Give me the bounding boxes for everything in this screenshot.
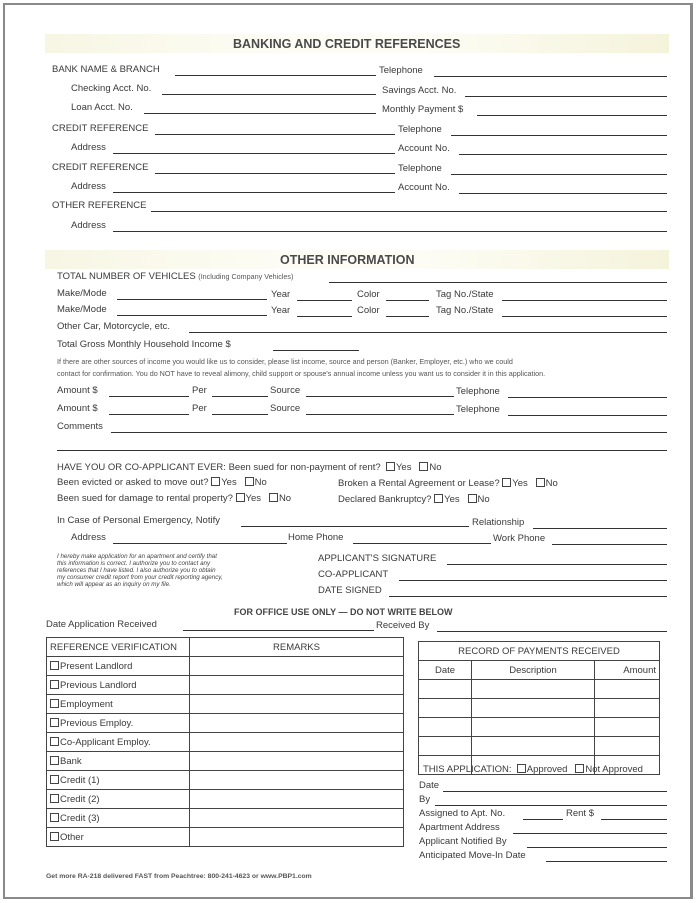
- q-sued-nonpayment-text: HAVE YOU OR CO-APPLICANT EVER: Been sued for non-payment of rent?: [57, 462, 381, 473]
- credit-ref-2-account-label: Account No.: [398, 182, 450, 193]
- ref-item-label: Previous Employ.: [60, 717, 134, 729]
- office-by-line[interactable]: [435, 805, 667, 806]
- vehicles-label: [57, 271, 293, 283]
- other-ref-line[interactable]: [151, 211, 667, 212]
- office-date-label: Date: [419, 780, 440, 791]
- credit-ref-1-address-line[interactable]: [113, 153, 395, 154]
- table-row: [419, 699, 660, 718]
- credit-ref-1-account-line[interactable]: [459, 154, 667, 155]
- footer-text: Get more RA-218 delivered FAST from Peachtree: 800-241-4623 or www.PBP1.com: [46, 873, 312, 880]
- payments-header-row: [419, 661, 660, 680]
- banking-title: BANKING AND CREDIT REFERENCES: [233, 37, 461, 51]
- ref-checkbox[interactable]: [50, 775, 59, 784]
- emergency-address-line[interactable]: [113, 543, 287, 544]
- ref-item[interactable]: [47, 733, 190, 752]
- move-in-line[interactable]: [546, 861, 667, 862]
- relationship-label: Relationship: [472, 517, 525, 528]
- color-1-line[interactable]: [386, 300, 429, 301]
- q-bankruptcy: [338, 494, 490, 506]
- ref-item[interactable]: [47, 828, 190, 847]
- bank-telephone-line[interactable]: [434, 76, 667, 77]
- rent-label: Rent $: [566, 808, 594, 819]
- year-2-label: Year: [271, 305, 291, 316]
- certification-line-4: my consumer credit report from your credit reporting agency,: [57, 574, 223, 581]
- make-2-label: Make/Mode: [57, 304, 107, 315]
- ref-item[interactable]: [47, 809, 190, 828]
- ref-checkbox[interactable]: [50, 718, 59, 727]
- ref-item-label: Present Landlord: [60, 660, 133, 672]
- remarks-cell[interactable]: [190, 828, 404, 847]
- remarks-cell[interactable]: [190, 752, 404, 771]
- telephone-1-line[interactable]: [508, 397, 667, 398]
- tag-1-line[interactable]: [502, 300, 667, 301]
- ref-checkbox[interactable]: [50, 737, 59, 746]
- credit-ref-1-label: CREDIT REFERENCE: [52, 123, 149, 134]
- q-broken-lease-text: Broken a Rental Agreement or Lease?: [338, 478, 500, 489]
- other-ref-address-line[interactable]: [113, 231, 667, 232]
- pay-cell[interactable]: [595, 699, 660, 718]
- tag-2-line[interactable]: [502, 316, 667, 317]
- applicant-signature-label: APPLICANT'S SIGNATURE: [318, 553, 437, 564]
- assigned-apt-line[interactable]: [523, 819, 563, 820]
- home-phone-label: Home Phone: [288, 532, 344, 543]
- credit-ref-2-address-line[interactable]: [113, 192, 395, 193]
- q-sued-damage: [57, 493, 291, 505]
- ref-checkbox[interactable]: [50, 794, 59, 803]
- credit-ref-2-label: CREDIT REFERENCE: [52, 162, 149, 173]
- other-ref-address-label: Address: [71, 220, 106, 231]
- emergency-address-label: Address: [71, 532, 106, 543]
- ref-item-label: Credit (1): [60, 774, 100, 786]
- table-row: [47, 752, 404, 771]
- work-phone-label: Work Phone: [493, 533, 546, 544]
- emergency-line[interactable]: [241, 526, 469, 527]
- ref-item[interactable]: [47, 657, 190, 676]
- credit-ref-2-address-label: Address: [71, 181, 106, 192]
- loan-label: Loan Acct. No.: [71, 102, 133, 113]
- table-row: [47, 828, 404, 847]
- q4-yes-checkbox[interactable]: [236, 493, 245, 502]
- table-row: [47, 733, 404, 752]
- monthly-payment-line[interactable]: [477, 115, 667, 116]
- yes-label: Yes: [395, 462, 412, 473]
- not-approved-label: Not Approved: [585, 764, 643, 775]
- applicant-signature-line[interactable]: [447, 564, 667, 565]
- ref-checkbox[interactable]: [50, 699, 59, 708]
- bank-name-label: BANK NAME & BRANCH: [52, 64, 160, 75]
- monthly-payment-label: Monthly Payment $: [382, 104, 464, 115]
- q2-yes-checkbox[interactable]: [211, 477, 220, 486]
- other-info-title: OTHER INFORMATION: [280, 253, 415, 267]
- credit-ref-2-telephone-line[interactable]: [451, 174, 667, 175]
- office-use-title: FOR OFFICE USE ONLY — DO NOT WRITE BELOW: [234, 607, 453, 617]
- amount-1-label: Amount $: [57, 385, 98, 396]
- received-by-label: Received By: [376, 620, 430, 631]
- relationship-line[interactable]: [533, 528, 667, 529]
- credit-ref-2-account-line[interactable]: [459, 193, 667, 194]
- remarks-cell[interactable]: [190, 809, 404, 828]
- loan-line[interactable]: [144, 113, 376, 114]
- telephone-1-label: Telephone: [456, 386, 500, 397]
- ref-item[interactable]: [47, 676, 190, 695]
- year-1-label: Year: [271, 289, 291, 300]
- date-received-label: Date Application Received: [46, 619, 157, 630]
- q-sued-nonpayment: [57, 462, 442, 474]
- vehicles-label-text: TOTAL NUMBER OF VEHICLES: [57, 271, 196, 282]
- other-car-line[interactable]: [189, 332, 667, 333]
- per-2-line[interactable]: [212, 414, 268, 415]
- q1-yes-checkbox[interactable]: [386, 462, 395, 471]
- pay-cell[interactable]: [472, 718, 595, 737]
- move-in-label: Anticipated Move-In Date: [419, 850, 526, 861]
- remarks-cell[interactable]: [190, 790, 404, 809]
- tag-2-label: Tag No./State: [436, 305, 494, 316]
- checking-label: Checking Acct. No.: [71, 83, 152, 94]
- ref-item[interactable]: [47, 714, 190, 733]
- date-received-line[interactable]: [183, 630, 374, 631]
- no-label: No: [429, 462, 442, 473]
- q5-no-checkbox[interactable]: [468, 494, 477, 503]
- table-row: [419, 737, 660, 756]
- q-evicted-text: Been evicted or asked to move out?: [57, 477, 209, 488]
- sources-note-2: contact for confirmation. You do NOT have to reveal alimony, child support or spouse's annual income unless you want us to consider it in this application.: [57, 369, 546, 378]
- savings-line[interactable]: [465, 96, 667, 97]
- bank-name-line[interactable]: [175, 75, 376, 76]
- assigned-apt-label: Assigned to Apt. No.: [419, 808, 506, 819]
- comments-line-1[interactable]: [111, 432, 667, 433]
- pay-col-description: Description: [472, 661, 595, 680]
- q4-no-checkbox[interactable]: [269, 493, 278, 502]
- make-1-label: Make/Mode: [57, 288, 107, 299]
- sources-note-1: If there are other sources of income you would like us to consider, please list income, source and person (Banker, Employer, etc.) who we could: [57, 357, 513, 366]
- ref-item-label: Credit (2): [60, 793, 100, 805]
- certification-line-3: references that I have listed. I also authorize you to obtain: [57, 567, 216, 574]
- table-row: [47, 771, 404, 790]
- vehicles-line[interactable]: [329, 282, 667, 283]
- color-2-label: Color: [357, 305, 380, 316]
- vehicles-note: (Including Company Vehicles): [198, 272, 294, 281]
- apt-address-label: Apartment Address: [419, 822, 500, 833]
- ref-checkbox[interactable]: [50, 661, 59, 670]
- remarks-cell[interactable]: [190, 771, 404, 790]
- telephone-2-line[interactable]: [508, 415, 667, 416]
- yes-label: Yes: [221, 477, 237, 488]
- other-car-label: Other Car, Motorcycle, etc.: [57, 321, 170, 332]
- year-2-line[interactable]: [297, 316, 352, 317]
- reference-verification-table: [46, 637, 404, 847]
- source-2-line[interactable]: [306, 414, 454, 415]
- work-phone-line[interactable]: [552, 544, 667, 545]
- rent-line[interactable]: [601, 819, 667, 820]
- tag-1-label: Tag No./State: [436, 289, 494, 300]
- credit-ref-1-address-label: Address: [71, 142, 106, 153]
- table-header-row: [47, 638, 404, 657]
- certification-line-1: I hereby make application for an apartment and certify that: [57, 553, 217, 560]
- ref-item[interactable]: [47, 752, 190, 771]
- pay-cell[interactable]: [419, 680, 472, 699]
- co-applicant-line[interactable]: [399, 580, 667, 581]
- home-phone-line[interactable]: [353, 543, 491, 544]
- remarks-cell[interactable]: [190, 714, 404, 733]
- certification-line-2: this information is correct. I authorize you to contact any: [57, 560, 211, 567]
- make-1-line[interactable]: [117, 299, 267, 300]
- this-application: [423, 764, 643, 776]
- bank-telephone-label: Telephone: [379, 65, 423, 76]
- pay-cell[interactable]: [419, 737, 472, 756]
- ref-item-label: Other: [60, 831, 84, 843]
- ref-item-label: Co-Applicant Employ.: [60, 736, 151, 748]
- remarks-cell[interactable]: [190, 676, 404, 695]
- income-line[interactable]: [273, 350, 359, 351]
- telephone-2-label: Telephone: [456, 404, 500, 415]
- pay-cell[interactable]: [595, 718, 660, 737]
- pay-cell[interactable]: [472, 737, 595, 756]
- yes-label: Yes: [512, 478, 528, 489]
- q2-no-checkbox[interactable]: [245, 477, 254, 486]
- remarks-cell[interactable]: [190, 657, 404, 676]
- pay-cell[interactable]: [595, 680, 660, 699]
- certification-line-5: which will appear as an inquiry on my file.: [57, 581, 171, 588]
- pay-col-date: Date: [419, 661, 472, 680]
- pay-col-amount: Amount: [595, 661, 660, 680]
- credit-ref-1-account-label: Account No.: [398, 143, 450, 154]
- ref-checkbox[interactable]: [50, 680, 59, 689]
- ref-header: REFERENCE VERIFICATION: [47, 638, 190, 657]
- notified-line[interactable]: [527, 847, 667, 848]
- table-row: [419, 680, 660, 699]
- table-row: [47, 714, 404, 733]
- table-row: [47, 809, 404, 828]
- ref-item-label: Credit (3): [60, 812, 100, 824]
- payments-table: [418, 641, 660, 775]
- ref-item[interactable]: [47, 771, 190, 790]
- per-1-line[interactable]: [212, 396, 268, 397]
- credit-ref-2-line[interactable]: [155, 173, 395, 174]
- q-sued-damage-text: Been sued for damage to rental property?: [57, 493, 233, 504]
- q-broken-lease: [338, 478, 558, 490]
- no-label: No: [545, 478, 558, 489]
- q-evicted: [57, 477, 267, 489]
- ref-item-label: Bank: [60, 755, 82, 767]
- checking-line[interactable]: [162, 94, 376, 95]
- ref-item[interactable]: [47, 790, 190, 809]
- pay-cell[interactable]: [472, 699, 595, 718]
- no-label: No: [477, 494, 490, 505]
- approved-checkbox[interactable]: [517, 764, 526, 773]
- no-label: No: [278, 493, 292, 504]
- other-ref-label: OTHER REFERENCE: [52, 200, 147, 211]
- source-1-label: Source: [270, 385, 301, 396]
- credit-ref-1-telephone-label: Telephone: [398, 124, 442, 135]
- yes-label: Yes: [245, 493, 262, 504]
- q-bankruptcy-text: Declared Bankruptcy?: [338, 494, 432, 505]
- table-row: [47, 695, 404, 714]
- ref-checkbox[interactable]: [50, 832, 59, 841]
- approved-label: Approved: [526, 764, 568, 775]
- amount-1-line[interactable]: [109, 396, 189, 397]
- ref-item[interactable]: [47, 695, 190, 714]
- q5-yes-checkbox[interactable]: [434, 494, 443, 503]
- credit-ref-1-line[interactable]: [155, 134, 395, 135]
- year-1-line[interactable]: [297, 300, 352, 301]
- make-2-line[interactable]: [117, 315, 267, 316]
- comments-label: Comments: [57, 421, 103, 432]
- pay-cell[interactable]: [595, 737, 660, 756]
- comments-line-2[interactable]: [57, 450, 667, 451]
- this-application-label: THIS APPLICATION:: [423, 764, 512, 775]
- source-2-label: Source: [270, 403, 301, 414]
- date-signed-line[interactable]: [389, 596, 667, 597]
- per-1-label: Per: [192, 385, 207, 396]
- pay-cell[interactable]: [472, 680, 595, 699]
- remarks-cell[interactable]: [190, 695, 404, 714]
- income-label: Total Gross Monthly Household Income $: [57, 339, 231, 350]
- apt-address-line[interactable]: [513, 833, 667, 834]
- table-row: [47, 657, 404, 676]
- amount-2-line[interactable]: [109, 414, 189, 415]
- q3-yes-checkbox[interactable]: [502, 478, 511, 487]
- co-applicant-label: CO-APPLICANT: [318, 569, 389, 580]
- ref-checkbox[interactable]: [50, 756, 59, 765]
- payments-title: RECORD OF PAYMENTS RECEIVED: [419, 642, 660, 661]
- ref-item-label: Employment: [60, 698, 113, 710]
- savings-label: Savings Acct. No.: [382, 85, 457, 96]
- remarks-cell[interactable]: [190, 733, 404, 752]
- not-approved-checkbox[interactable]: [575, 764, 584, 773]
- q3-no-checkbox[interactable]: [536, 478, 545, 487]
- ref-checkbox[interactable]: [50, 813, 59, 822]
- office-by-label: By: [419, 794, 431, 805]
- date-signed-label: DATE SIGNED: [318, 585, 382, 596]
- notified-label: Applicant Notified By: [419, 836, 507, 847]
- pay-cell[interactable]: [419, 699, 472, 718]
- source-1-line[interactable]: [306, 396, 454, 397]
- color-1-label: Color: [357, 289, 380, 300]
- q1-no-checkbox[interactable]: [419, 462, 428, 471]
- yes-label: Yes: [444, 494, 460, 505]
- emergency-label: In Case of Personal Emergency, Notify: [57, 515, 220, 526]
- color-2-line[interactable]: [386, 316, 429, 317]
- pay-cell[interactable]: [419, 718, 472, 737]
- credit-ref-2-telephone-label: Telephone: [398, 163, 442, 174]
- ref-item-label: Previous Landlord: [60, 679, 137, 691]
- table-row: [47, 676, 404, 695]
- per-2-label: Per: [192, 403, 207, 414]
- remarks-header: REMARKS: [190, 638, 404, 657]
- payments-title-row: [419, 642, 660, 661]
- amount-2-label: Amount $: [57, 403, 98, 414]
- application-form-page: [3, 3, 693, 899]
- office-date-line[interactable]: [443, 791, 667, 792]
- table-row: [47, 790, 404, 809]
- table-row: [419, 718, 660, 737]
- credit-ref-1-telephone-line[interactable]: [451, 135, 667, 136]
- received-by-line[interactable]: [437, 631, 667, 632]
- no-label: No: [254, 477, 267, 488]
